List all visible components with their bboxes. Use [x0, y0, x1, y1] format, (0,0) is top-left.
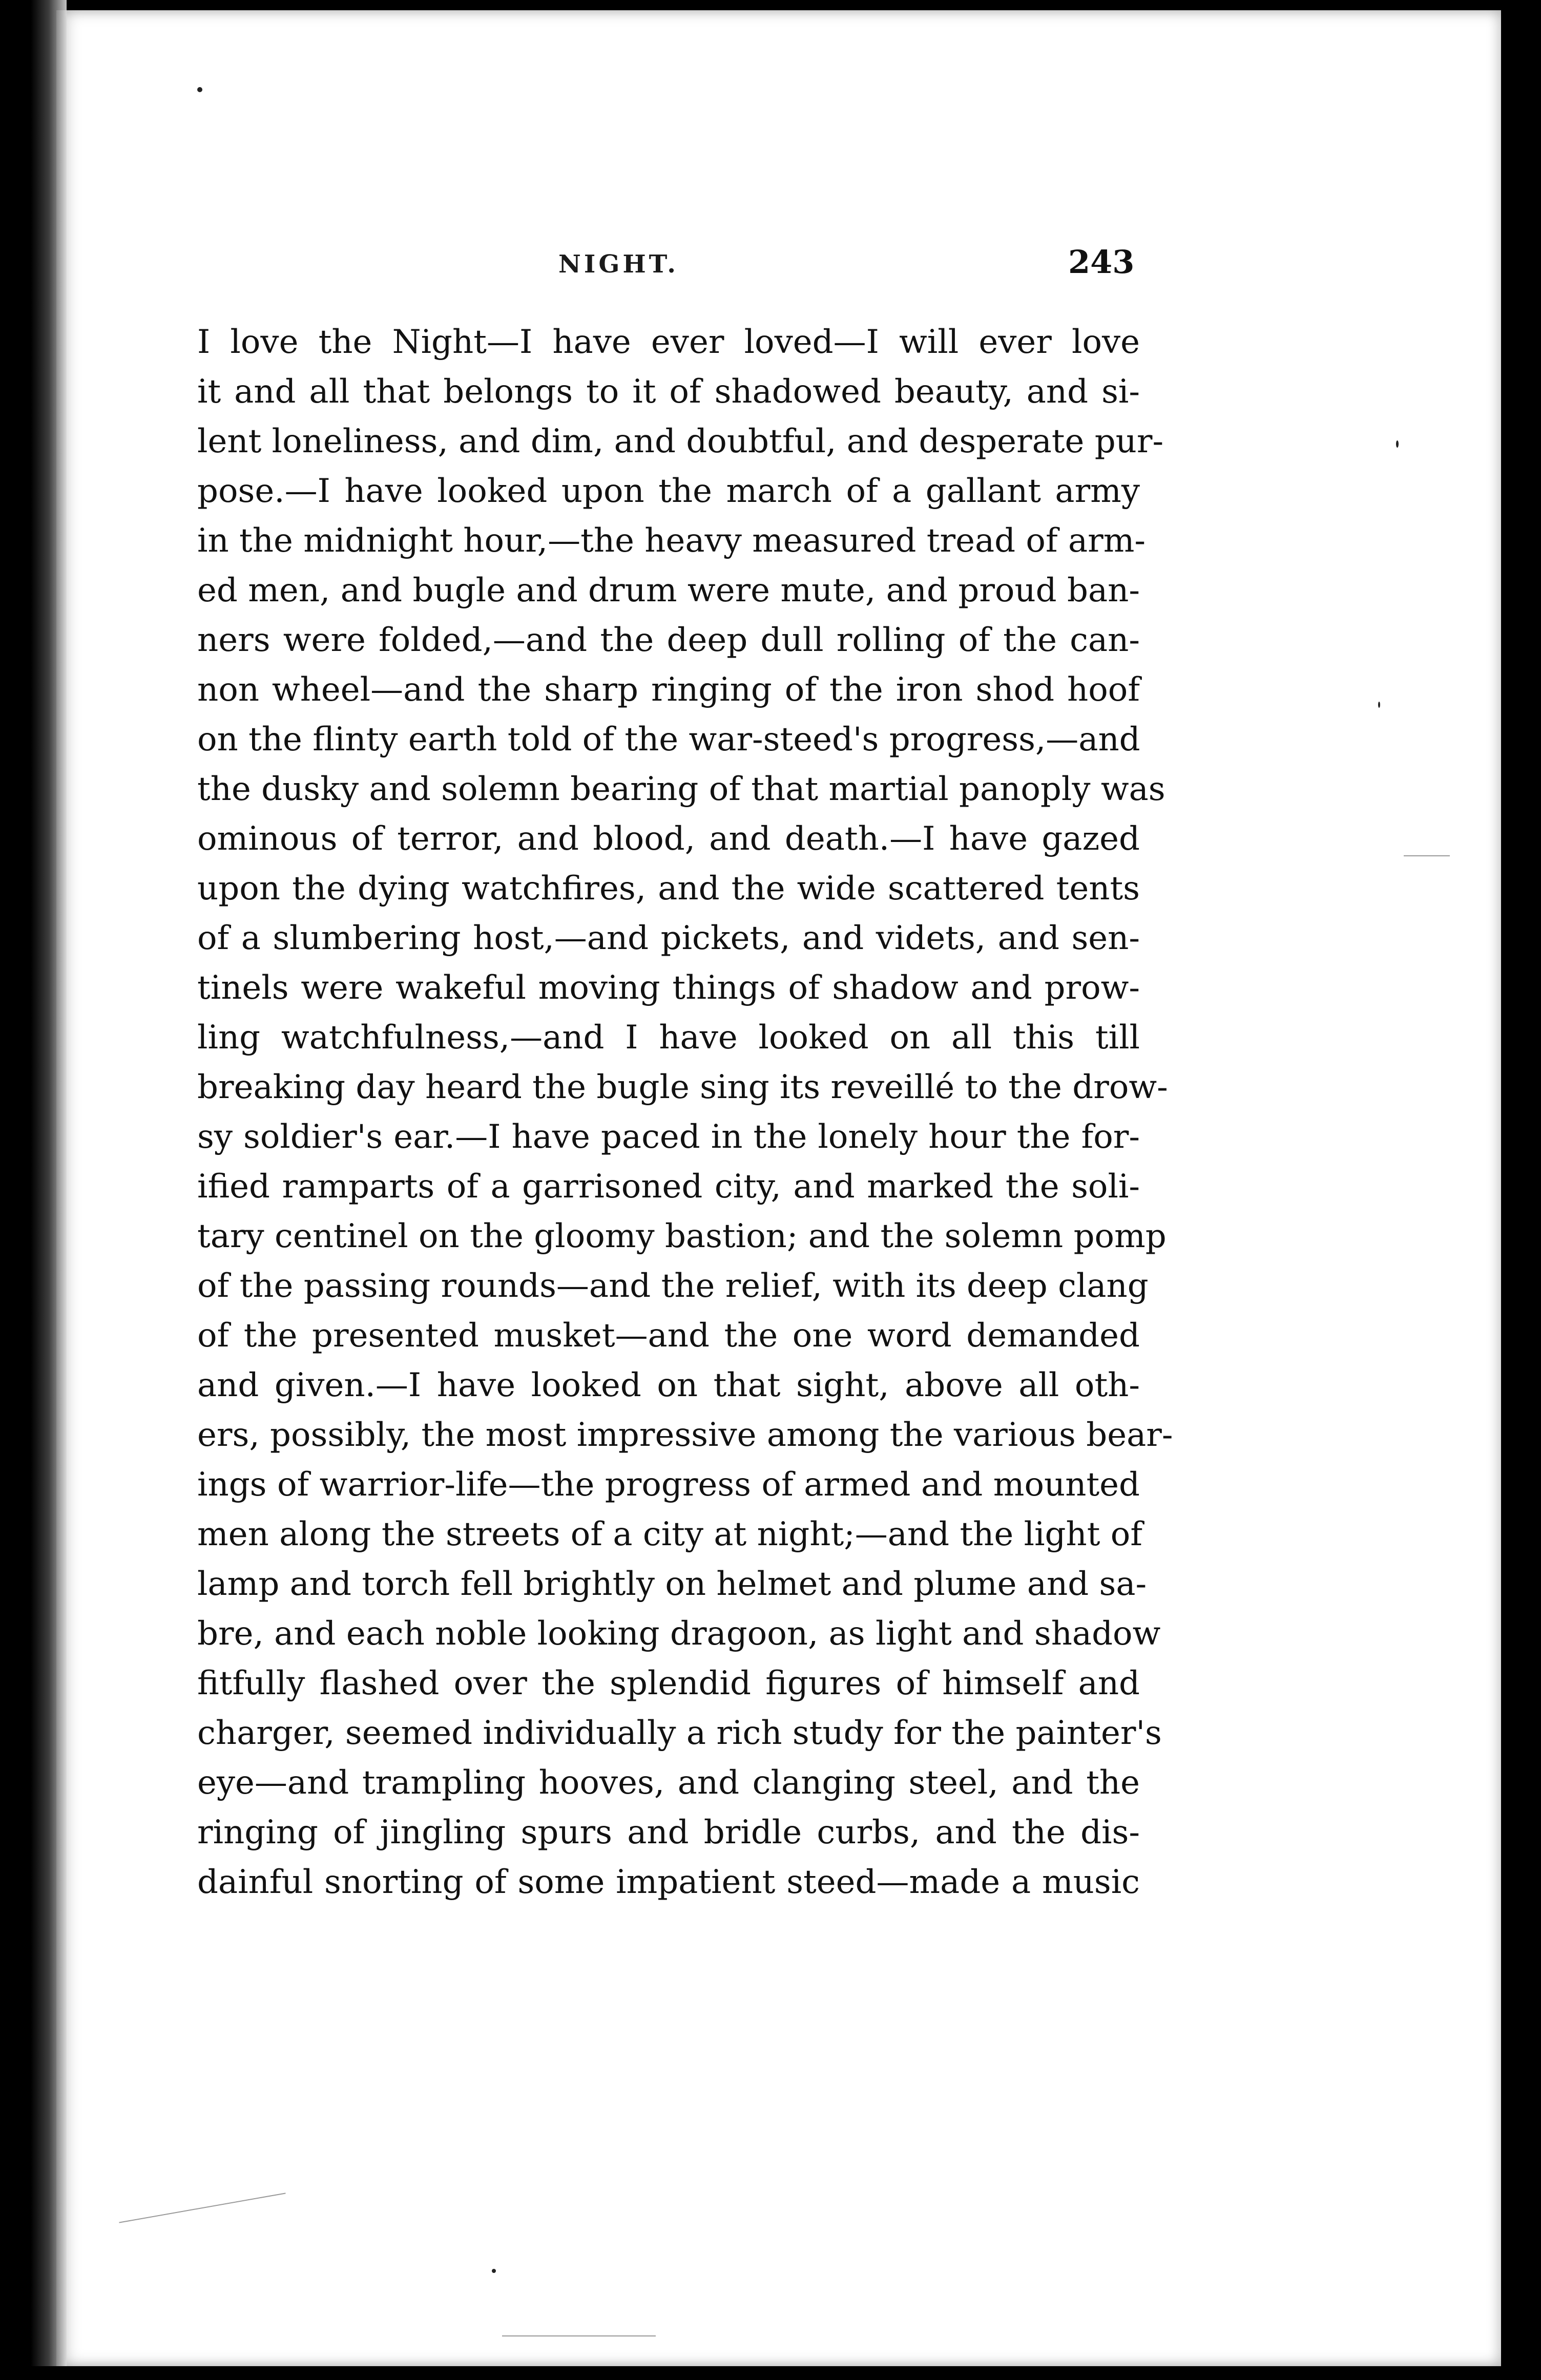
text-line: on the flinty earth told of the war-steed's progress,—and	[197, 721, 1140, 759]
text-line: breaking day heard the bugle sing its reveillé to the drow-	[197, 1068, 1168, 1106]
text-line: bre, and each noble looking dragoon, as light and shadow	[197, 1615, 1161, 1653]
running-head: NIGHT.	[558, 250, 679, 279]
text-line: in the midnight hour,—the heavy measured tread of arm-	[197, 522, 1146, 560]
body-text	[197, 318, 1173, 1907]
text-line: ified ramparts of a garrisoned city, and marked the soli-	[197, 1168, 1140, 1206]
text-line: ers, possibly, the most impressive among the various bear-	[197, 1416, 1173, 1454]
text-line: of the passing rounds—and the relief, with its deep clang	[197, 1267, 1149, 1305]
text-line: ling watchfulness,—and I have looked on all this till	[197, 1019, 1140, 1057]
text-line: dainful snorting of some impatient steed—made a music	[197, 1863, 1140, 1901]
scan-speck	[1396, 440, 1399, 448]
text-line: lent loneliness, and dim, and doubtful, and desperate pur-	[197, 423, 1164, 460]
text-line: eye—and trampling hooves, and clanging steel, and the	[197, 1764, 1140, 1802]
page-number: 243	[1068, 243, 1135, 281]
scan-streak	[1404, 855, 1450, 856]
text-line: upon the dying watchfires, and the wide scattered tents	[197, 870, 1140, 908]
text-line: tary centinel on the gloomy bastion; and the solemn pomp	[197, 1217, 1167, 1255]
scan-right-border	[1501, 0, 1541, 2380]
scan-speck	[492, 2269, 496, 2273]
text-line: of a slumbering host,—and pickets, and videts, and sen-	[197, 919, 1140, 957]
text-line: charger, seemed individually a rich study for the painter's	[197, 1714, 1162, 1752]
text-line: pose.—I have looked upon the march of a gallant army	[197, 472, 1140, 510]
text-line: lamp and torch fell brightly on helmet and plume and sa-	[197, 1565, 1147, 1603]
text-line: ringing of jingling spurs and bridle curbs, and the dis-	[197, 1814, 1140, 1851]
scan-streak	[502, 2335, 656, 2336]
text-line: tinels were wakeful moving things of shadow and prow-	[197, 969, 1140, 1007]
text-line: non wheel—and the sharp ringing of the iron shod hoof	[197, 671, 1140, 709]
text-line: and given.—I have looked on that sight, above all oth-	[197, 1366, 1140, 1404]
text-line: fitfully flashed over the splendid figures of himself and	[197, 1665, 1140, 1702]
page-binding-edge	[31, 0, 67, 2380]
text-line: ominous of terror, and blood, and death.—I have gazed	[197, 820, 1140, 858]
scan-speck	[197, 87, 202, 92]
scan-bottom-border	[0, 2366, 1541, 2380]
text-line: the dusky and solemn bearing of that martial panoply was	[197, 770, 1165, 808]
text-line: I love the Night—I have ever loved—I will ever love	[197, 323, 1140, 361]
text-line: sy soldier's ear.—I have paced in the lonely hour the for-	[197, 1118, 1140, 1156]
text-line: ners were folded,—and the deep dull rolling of the can-	[197, 621, 1140, 659]
scan-speck	[1378, 702, 1380, 708]
text-line: ed men, and bugle and drum were mute, and proud ban-	[197, 572, 1140, 609]
text-line: it and all that belongs to it of shadowed beauty, and si-	[197, 373, 1140, 411]
text-line: ings of warrior-life—the progress of armed and mounted	[197, 1466, 1140, 1504]
text-line: of the presented musket—and the one word demanded	[197, 1317, 1140, 1355]
text-line: men along the streets of a city at night;—and the light of	[197, 1515, 1142, 1553]
